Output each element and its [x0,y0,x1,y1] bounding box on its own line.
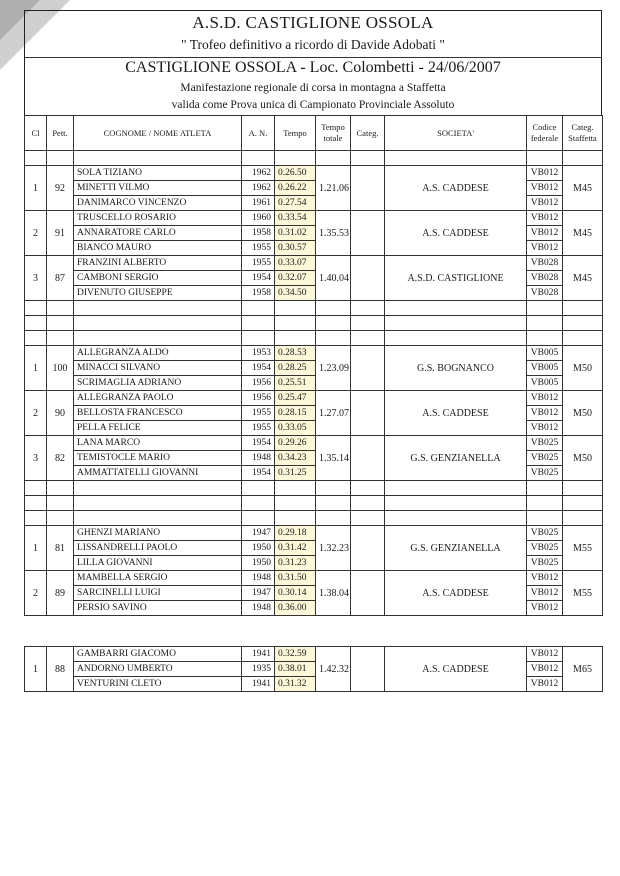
birth-year: 1947 [242,526,275,541]
athlete-name: SOLA TIZIANO [74,166,242,181]
club-title: A.S.D. CASTIGLIONE OSSOLA [192,13,434,32]
leg-time: 0.25.47 [275,391,316,406]
leg-time: 0.38.01 [275,662,316,677]
team-rank: 2 [25,211,47,256]
blank-cell [351,511,385,526]
blank-cell [563,496,603,511]
blank-cell [316,316,351,331]
team-total-time: 1.40.04 [316,256,351,301]
blank-cell [316,331,351,346]
federal-code: VB012 [527,196,563,211]
relay-category: M50 [563,346,603,391]
team-rank: 3 [25,436,47,481]
blank-cell [527,511,563,526]
blank-cell [351,151,385,166]
col-tempo-totale: Tempo totale [316,116,351,151]
birth-year: 1955 [242,256,275,271]
blank-cell [316,151,351,166]
categ-cell [351,346,385,391]
leg-time: 0.30.57 [275,241,316,256]
table-row [25,211,603,226]
federal-code: VB025 [527,556,563,571]
leg-time: 0.31.25 [275,466,316,481]
header-divider [25,57,601,58]
team-rank: 2 [25,391,47,436]
team-society: G.S. GENZIANELLA [385,436,527,481]
blank-cell [563,511,603,526]
table-row [25,166,603,181]
team-society: A.S. CADDESE [385,166,527,211]
blank-cell [47,481,74,496]
leg-time: 0.32.59 [275,647,316,662]
leg-time: 0.28.53 [275,346,316,361]
birth-year: 1955 [242,241,275,256]
athlete-name: CAMBONI SERGIO [74,271,242,286]
team-society: A.S.D. CASTIGLIONE [385,256,527,301]
team-rank: 1 [25,166,47,211]
federal-code: VB028 [527,271,563,286]
birth-year: 1954 [242,271,275,286]
leg-time: 0.28.25 [275,361,316,376]
athlete-name: ALLEGRANZA PAOLO [74,391,242,406]
blank-cell [47,511,74,526]
blank-cell [242,496,275,511]
federal-code: VB012 [527,391,563,406]
blank-cell [25,496,47,511]
federal-code: VB025 [527,541,563,556]
blank-cell [527,496,563,511]
team-bib: 89 [47,571,74,616]
birth-year: 1948 [242,601,275,616]
leg-time: 0.33.54 [275,211,316,226]
blank-cell [74,331,242,346]
table-row [25,647,603,662]
blank-cell [275,511,316,526]
blank-cell [242,331,275,346]
birth-year: 1948 [242,571,275,586]
blank-row [25,301,603,316]
athlete-name: SCRIMAGLIA ADRIANO [74,376,242,391]
federal-code: VB028 [527,286,563,301]
results-table [24,115,603,616]
athlete-name: GHENZI MARIANO [74,526,242,541]
leg-time: 0.33.07 [275,256,316,271]
team-society: A.S. CADDESE [385,571,527,616]
team-rank: 1 [25,346,47,391]
birth-year: 1935 [242,662,275,677]
blank-row [25,496,603,511]
blank-cell [527,316,563,331]
athlete-name: BIANCO MAURO [74,241,242,256]
team-total-time: 1.35.53 [316,211,351,256]
blank-cell [351,331,385,346]
birth-year: 1950 [242,556,275,571]
blank-cell [25,511,47,526]
birth-year: 1956 [242,391,275,406]
team-bib: 88 [47,647,74,692]
birth-year: 1962 [242,166,275,181]
blank-cell [385,331,527,346]
federal-code: VB012 [527,226,563,241]
team-rank: 1 [25,526,47,571]
birth-year: 1947 [242,586,275,601]
federal-code: VB012 [527,211,563,226]
categ-cell [351,571,385,616]
blank-cell [563,481,603,496]
birth-year: 1950 [242,541,275,556]
blank-row [25,511,603,526]
leg-time: 0.27.54 [275,196,316,211]
federal-code: VB005 [527,361,563,376]
federal-code: VB012 [527,662,563,677]
table-row [25,346,603,361]
blank-cell [527,331,563,346]
blank-cell [527,151,563,166]
blank-cell [563,316,603,331]
blank-row [25,316,603,331]
blank-cell [351,301,385,316]
categ-cell [351,166,385,211]
blank-cell [74,481,242,496]
blank-cell [275,331,316,346]
leg-time: 0.26.50 [275,166,316,181]
birth-year: 1948 [242,451,275,466]
blank-cell [316,511,351,526]
relay-category: M45 [563,211,603,256]
federal-code: VB028 [527,256,563,271]
blank-cell [74,511,242,526]
team-total-time: 1.32.23 [316,526,351,571]
header-row [25,116,603,151]
col-cl: Cl [25,116,47,151]
athlete-name: PELLA FELICE [74,421,242,436]
federal-code: VB005 [527,346,563,361]
leg-time: 0.33.05 [275,421,316,436]
trophy-title: " Trofeo definitivo a ricordo di Davide Adobati " [181,37,445,52]
blank-cell [25,151,47,166]
athlete-name: TEMISTOCLE MARIO [74,451,242,466]
categ-cell [351,391,385,436]
team-bib: 100 [47,346,74,391]
categ-cell [351,647,385,692]
relay-category: M55 [563,526,603,571]
team-bib: 90 [47,391,74,436]
relay-category: M45 [563,166,603,211]
blank-cell [47,331,74,346]
blank-cell [242,151,275,166]
blank-cell [74,316,242,331]
blank-cell [385,316,527,331]
federal-code: VB012 [527,181,563,196]
blank-cell [275,481,316,496]
col-an: A. N. [242,116,275,151]
birth-year: 1941 [242,677,275,692]
blank-cell [242,511,275,526]
birth-year: 1941 [242,647,275,662]
leg-time: 0.31.50 [275,571,316,586]
athlete-name: AMMATTATELLI GIOVANNI [74,466,242,481]
blank-cell [563,331,603,346]
team-bib: 91 [47,211,74,256]
blank-cell [74,496,242,511]
col-categ-staffetta: Categ. Staffetta [563,116,603,151]
blank-cell [385,301,527,316]
federal-code: VB025 [527,466,563,481]
event-description: Manifestazione regionale di corsa in montagna a Staffetta [180,82,446,94]
federal-code: VB012 [527,571,563,586]
blank-cell [385,151,527,166]
leg-time: 0.28.15 [275,406,316,421]
col-name: COGNOME / NOME ATLETA [74,116,242,151]
blank-row [25,331,603,346]
col-tempo: Tempo [275,116,316,151]
team-total-time: 1.23.09 [316,346,351,391]
table-row [25,526,603,541]
team-society: A.S. CADDESE [385,211,527,256]
athlete-name: SARCINELLI LUIGI [74,586,242,601]
federal-code: VB025 [527,451,563,466]
federal-code: VB012 [527,586,563,601]
table-row [25,436,603,451]
athlete-name: DANIMARCO VINCENZO [74,196,242,211]
athlete-name: MINETTI VILMO [74,181,242,196]
birth-year: 1960 [242,211,275,226]
blank-cell [316,496,351,511]
blank-cell [351,316,385,331]
categ-cell [351,436,385,481]
leg-time: 0.34.23 [275,451,316,466]
team-society: A.S. CADDESE [385,391,527,436]
blank-cell [563,151,603,166]
birth-year: 1962 [242,181,275,196]
blank-cell [242,316,275,331]
blank-cell [25,316,47,331]
team-total-time: 1.21.06 [316,166,351,211]
birth-year: 1954 [242,361,275,376]
relay-category: M55 [563,571,603,616]
athlete-name: BELLOSTA FRANCESCO [74,406,242,421]
blank-cell [316,481,351,496]
athlete-name: PERSIO SAVINO [74,601,242,616]
leg-time: 0.31.42 [275,541,316,556]
leg-time: 0.30.14 [275,586,316,601]
athlete-name: DIVENUTO GIUSEPPE [74,286,242,301]
federal-code: VB012 [527,241,563,256]
team-total-time: 1.35.14 [316,436,351,481]
blank-cell [275,151,316,166]
birth-year: 1956 [242,376,275,391]
birth-year: 1955 [242,421,275,436]
federal-code: VB012 [527,677,563,692]
athlete-name: LANA MARCO [74,436,242,451]
event-location: CASTIGLIONE OSSOLA - Loc. Colombetti - 24/06/2007 [125,59,501,76]
team-society: G.S. GENZIANELLA [385,526,527,571]
categ-cell [351,211,385,256]
categ-cell [351,526,385,571]
team-rank: 3 [25,256,47,301]
leg-time: 0.25.51 [275,376,316,391]
team-bib: 87 [47,256,74,301]
federal-code: VB025 [527,526,563,541]
blank-cell [25,331,47,346]
leg-time: 0.29.26 [275,436,316,451]
leg-time: 0.34.50 [275,286,316,301]
leg-time: 0.31.02 [275,226,316,241]
blank-cell [47,496,74,511]
relay-category: M50 [563,391,603,436]
team-bib: 82 [47,436,74,481]
table-row [25,571,603,586]
blank-cell [74,301,242,316]
birth-year: 1958 [242,226,275,241]
table-row [25,391,603,406]
team-total-time: 1.42.32 [316,647,351,692]
team-rank: 1 [25,647,47,692]
blank-cell [527,301,563,316]
blank-cell [275,496,316,511]
blank-cell [385,481,527,496]
blank-cell [25,301,47,316]
athlete-name: MINACCI SILVANO [74,361,242,376]
results-table-m65 [24,646,603,692]
blank-cell [385,496,527,511]
athlete-name: ANDORNO UMBERTO [74,662,242,677]
blank-cell [47,316,74,331]
blank-cell [25,481,47,496]
blank-cell [316,301,351,316]
leg-time: 0.29.18 [275,526,316,541]
athlete-name: GAMBARRI GIACOMO [74,647,242,662]
athlete-name: MAMBELLA SERGIO [74,571,242,586]
blank-cell [242,481,275,496]
birth-year: 1953 [242,346,275,361]
col-pett: Pett. [47,116,74,151]
blank-cell [385,511,527,526]
team-rank: 2 [25,571,47,616]
relay-category: M45 [563,256,603,301]
federal-code: VB012 [527,166,563,181]
categ-cell [351,256,385,301]
event-validity: valida come Prova unica di Campionato Provinciale Assoluto [171,99,455,111]
team-total-time: 1.27.07 [316,391,351,436]
col-codice: Codice federale [527,116,563,151]
blank-cell [527,481,563,496]
leg-time: 0.31.23 [275,556,316,571]
col-societa: SOCIETA' [385,116,527,151]
relay-category: M65 [563,647,603,692]
blank-cell [47,151,74,166]
blank-cell [242,301,275,316]
team-bib: 81 [47,526,74,571]
blank-cell [563,301,603,316]
team-society: G.S. BOGNANCO [385,346,527,391]
athlete-name: LISSANDRELLI PAOLO [74,541,242,556]
relay-category: M50 [563,436,603,481]
birth-year: 1954 [242,466,275,481]
federal-code: VB012 [527,601,563,616]
team-bib: 92 [47,166,74,211]
birth-year: 1958 [242,286,275,301]
federal-code: VB012 [527,421,563,436]
athlete-name: LILLA GIOVANNI [74,556,242,571]
table-row [25,256,603,271]
document-header [24,10,602,115]
blank-cell [74,151,242,166]
birth-year: 1961 [242,196,275,211]
blank-row [25,151,603,166]
athlete-name: ANNARATORE CARLO [74,226,242,241]
federal-code: VB005 [527,376,563,391]
athlete-name: ALLEGRANZA ALDO [74,346,242,361]
leg-time: 0.26.22 [275,181,316,196]
leg-time: 0.36.00 [275,601,316,616]
leg-time: 0.32.07 [275,271,316,286]
birth-year: 1955 [242,406,275,421]
federal-code: VB012 [527,406,563,421]
athlete-name: FRANZINI ALBERTO [74,256,242,271]
birth-year: 1954 [242,436,275,451]
leg-time: 0.31.32 [275,677,316,692]
team-society: A.S. CADDESE [385,647,527,692]
col-categ: Categ. [351,116,385,151]
athlete-name: VENTURINI CLETO [74,677,242,692]
blank-cell [351,496,385,511]
athlete-name: TRUSCELLO ROSARIO [74,211,242,226]
team-total-time: 1.38.04 [316,571,351,616]
blank-row [25,481,603,496]
blank-cell [47,301,74,316]
blank-cell [351,481,385,496]
federal-code: VB025 [527,436,563,451]
blank-cell [275,316,316,331]
federal-code: VB012 [527,647,563,662]
blank-cell [275,301,316,316]
